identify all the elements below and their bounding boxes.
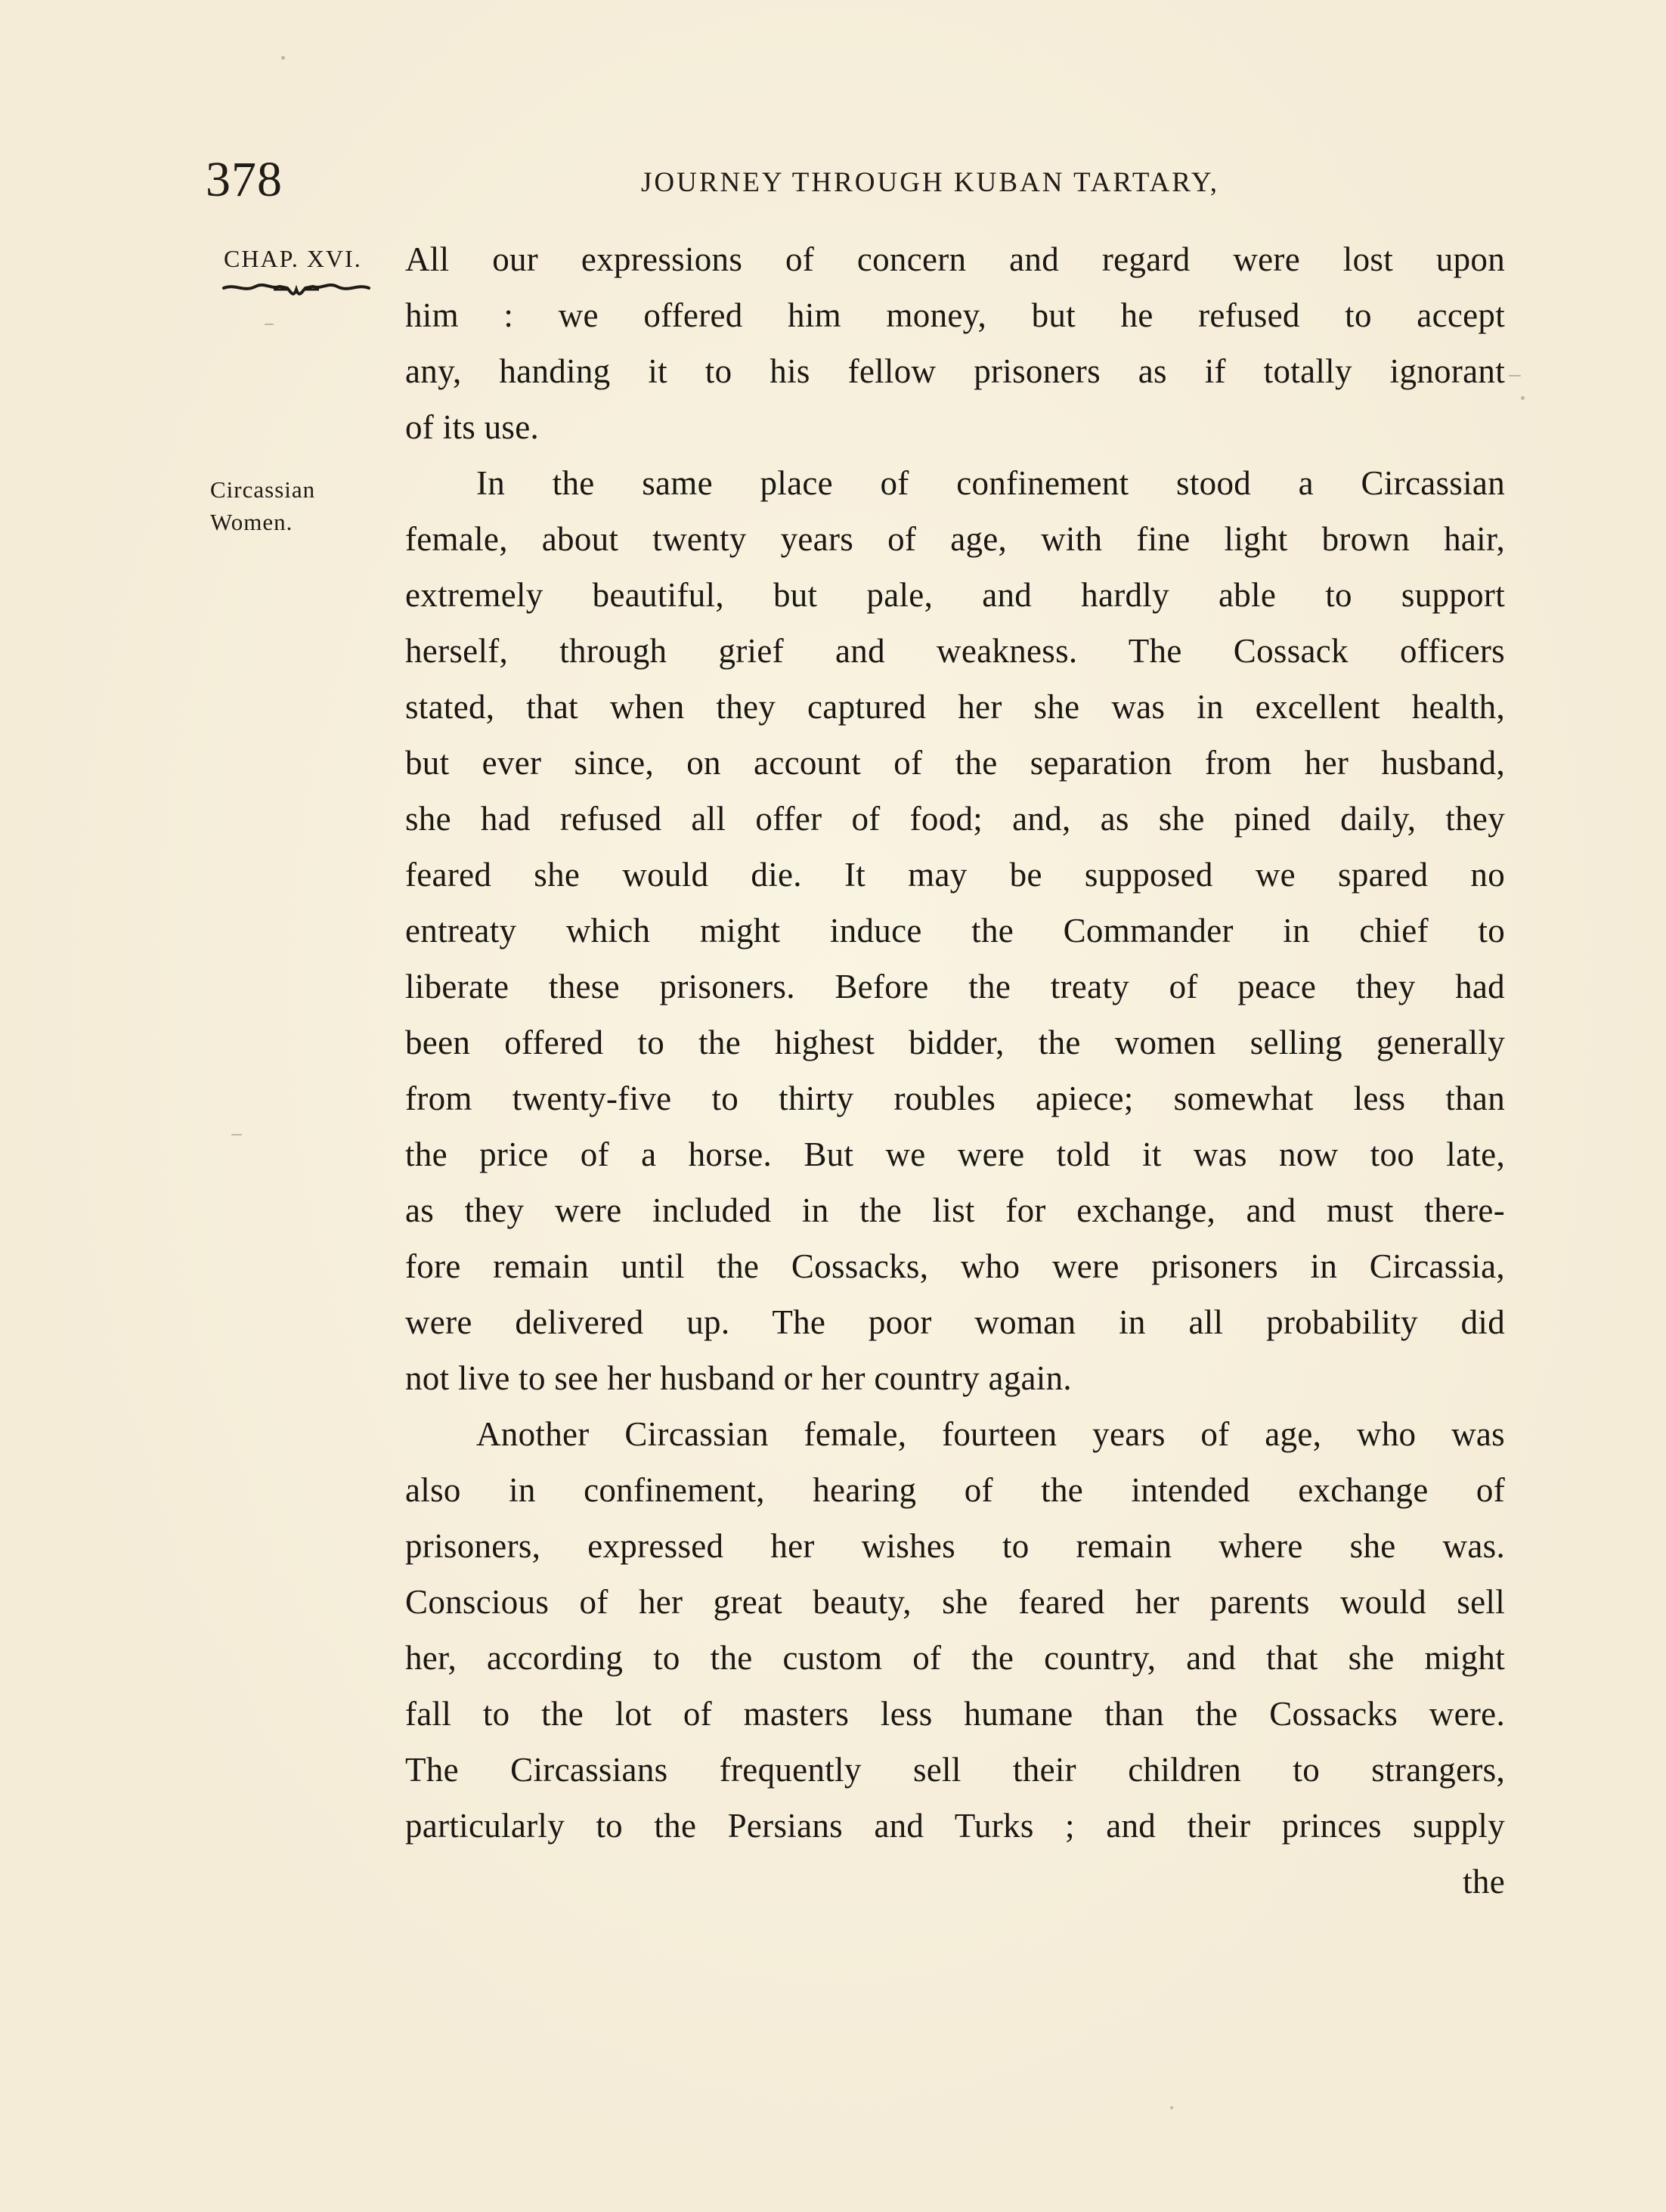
text-line: feared she would die. It may be supposed we spared no (405, 856, 1505, 894)
text-line: him : we offered him money, but he refused to accept (405, 296, 1505, 334)
text-line: extremely beautiful, but pale, and hardly able to support (405, 576, 1505, 614)
text-line: All our expressions of concern and regard were lost upon (405, 240, 1505, 278)
text-line: her, according to the custom of the country, and that she might (405, 1639, 1505, 1677)
text-line: Another Circassian female, fourteen years of age, who was (476, 1415, 1505, 1453)
text-line: fall to the lot of masters less humane than the Cossacks were. (405, 1695, 1505, 1733)
paper-speck (1509, 375, 1521, 376)
paper-speck (281, 56, 285, 60)
text-line: entreaty which might induce the Commander in chief to (405, 912, 1505, 950)
side-note (210, 473, 315, 538)
text-line: been offered to the highest bidder, the women selling generally (405, 1024, 1505, 1061)
running-title: JOURNEY THROUGH KUBAN TARTARY, (641, 167, 1220, 198)
body-text (405, 231, 1505, 1910)
chapter-ornament-icon (221, 276, 372, 306)
text-line: not live to see her husband or her country again. (405, 1359, 1072, 1397)
paper-speck (231, 1134, 242, 1135)
catchword: the (1463, 1863, 1505, 1901)
text-line: the price of a horse. But we were told it was now too late, (405, 1135, 1505, 1173)
text-line: prisoners, expressed her wishes to remain where she was. (405, 1527, 1505, 1565)
text-line: particularly to the Persians and Turks ; and their princes supply (405, 1807, 1505, 1845)
side-note-line: Circassian (210, 476, 316, 503)
text-line: but ever since, on account of the separation from her husband, (405, 744, 1505, 782)
chapter-label: CHAP. XVI. (224, 245, 362, 272)
text-line: as they were included in the list for exchange, and must there- (405, 1191, 1505, 1229)
text-line: herself, through grief and weakness. The Cossack officers (405, 632, 1505, 670)
text-line: liberate these prisoners. Before the treaty of peace they had (405, 968, 1505, 1005)
text-line: any, handing it to his fellow prisoners as if totally ignorant (405, 352, 1505, 390)
text-line: from twenty-five to thirty roubles apiece; somewhat less than (405, 1080, 1505, 1117)
paper-speck (1521, 396, 1525, 400)
text-line: also in confinement, hearing of the intended exchange of (405, 1471, 1505, 1509)
text-line: The Circassians frequently sell their children to strangers, (405, 1751, 1505, 1789)
text-line: she had refused all offer of food; and, as she pined daily, they (405, 800, 1505, 838)
text-line: In the same place of confinement stood a Circassian (476, 464, 1505, 502)
text-line: female, about twenty years of age, with fine light brown hair, (405, 520, 1505, 558)
side-note-line: Women. (210, 509, 293, 535)
text-line: fore remain until the Cossacks, who were prisoners in Circassia, (405, 1247, 1505, 1285)
page-number: 378 (206, 152, 283, 207)
text-line: Conscious of her great beauty, she feared her parents would sell (405, 1583, 1505, 1621)
paper-speck (265, 324, 274, 325)
text-line: were delivered up. The poor woman in all probability did (405, 1303, 1505, 1341)
text-line: of its use. (405, 408, 540, 446)
text-line: stated, that when they captured her she was in excellent health, (405, 688, 1505, 726)
paper-speck (1170, 2106, 1173, 2109)
